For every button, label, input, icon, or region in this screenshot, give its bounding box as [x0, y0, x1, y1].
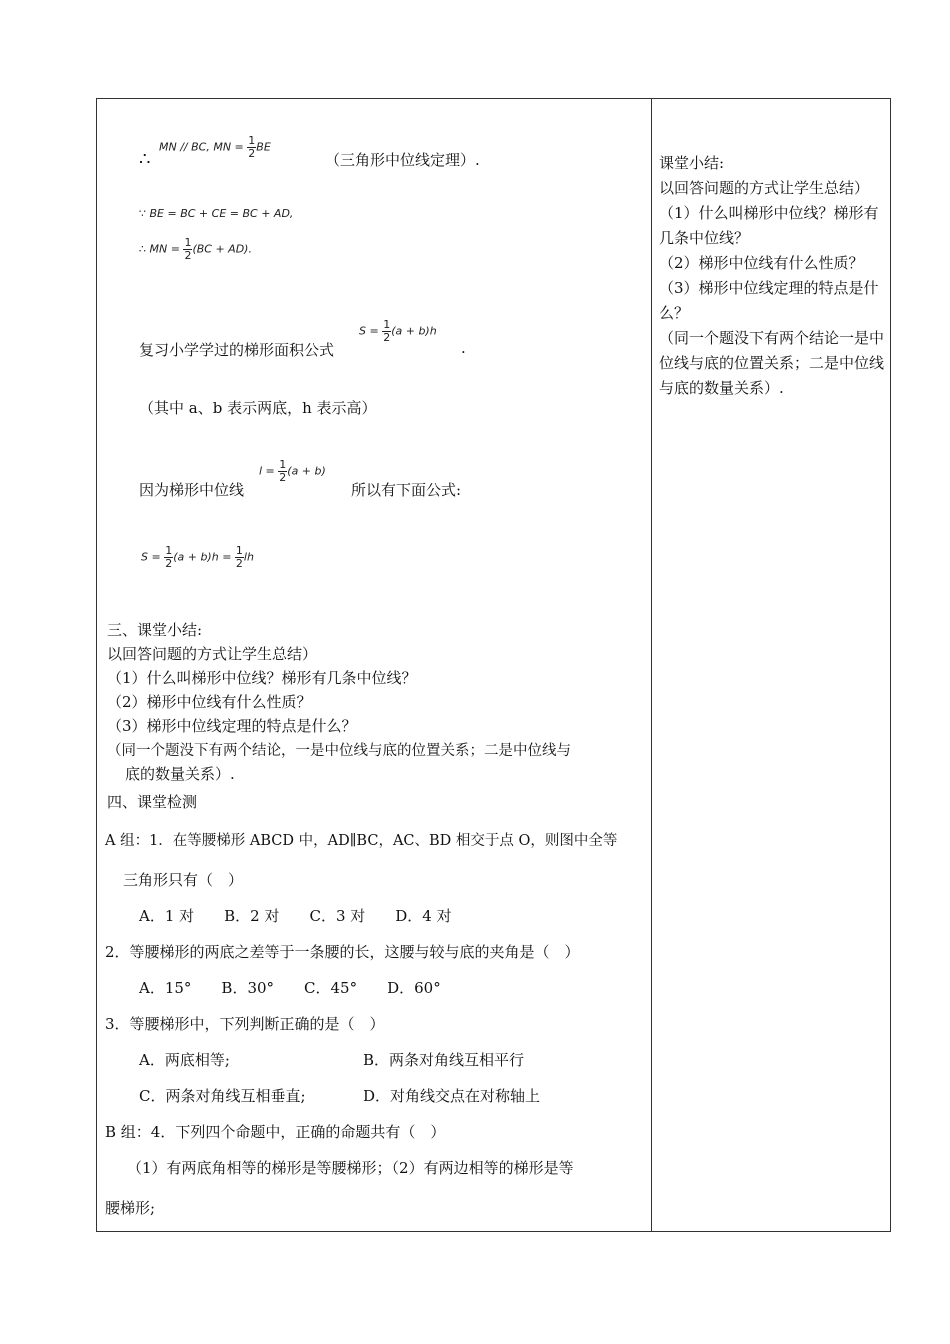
summary-q4b: 底的数量关系）.	[125, 765, 235, 783]
test-q2: 2．等腰梯形的两底之差等于一条腰的长，这腰与较与底的夹角是（ ）	[105, 943, 580, 961]
formula-be: ∵ BE = BC + CE = BC + AD,	[139, 207, 294, 220]
test-q3-b: B．两条对角线互相平行	[363, 1051, 525, 1069]
formula-mn-result	[139, 237, 252, 262]
side-q3: （3）梯形中位线定理的特点是什么？	[659, 279, 879, 322]
side-heading: 课堂小结:	[659, 154, 725, 172]
side-cell	[652, 99, 892, 1231]
summary-q1: （1）什么叫梯形中位线？梯形有几条中位线？	[107, 669, 417, 687]
summary-intro: 以回答问题的方式让学生总结）	[107, 645, 318, 663]
fraction	[278, 459, 287, 484]
summary-q3: （3）梯形中位线定理的特点是什么？	[107, 717, 357, 735]
fraction-num: 1	[184, 236, 192, 249]
fraction-den: 2	[248, 147, 256, 160]
theorem-note: （三角形中位线定理）.	[325, 151, 480, 169]
final-area-formula	[141, 545, 254, 570]
test-a1b: 三角形只有（ ）	[123, 871, 244, 889]
side-q1: （1）什么叫梯形中位线？梯形有几条中位线？	[659, 204, 879, 247]
fraction-den: 2	[383, 331, 391, 344]
summary-heading: 三、课堂小结:	[107, 621, 203, 639]
lesson-table	[96, 98, 891, 1232]
formula-part: BE	[256, 140, 271, 154]
formula-part: ∴ MN =	[139, 242, 184, 256]
fraction-num: 1	[383, 318, 391, 331]
side-intro: 以回答问题的方式让学生总结）	[659, 179, 870, 197]
test-b4-line1: （1）有两底角相等的梯形是等腰梯形；（2）有两边相等的梯形是等	[127, 1159, 574, 1177]
summary-q4a: （同一个题没下有两个结论，一是中位线与底的位置关系；二是中位线与	[107, 743, 571, 759]
formula-part: (a + b)h =	[173, 550, 235, 564]
formula-part: MN // BC, MN =	[159, 140, 248, 154]
fraction-num: 1	[165, 544, 173, 557]
test-heading: 四、课堂检测	[107, 793, 198, 811]
test-q3-d: D．对角线交点在对称轴上	[363, 1087, 541, 1105]
formula-part: S =	[359, 324, 383, 338]
fraction-den: 2	[279, 471, 287, 484]
fraction-num: 1	[279, 458, 287, 471]
fraction-den: 2	[235, 557, 243, 570]
test-b4-line2: 腰梯形;	[105, 1199, 156, 1217]
test-q3: 3．等腰梯形中，下列判断正确的是（ ）	[105, 1015, 385, 1033]
fraction	[382, 319, 391, 344]
formula-part: lh	[243, 550, 254, 564]
therefore-symbol: ∴	[139, 149, 151, 170]
area-note: （其中 a、b 表示两底，h 表示高）	[139, 399, 377, 417]
fraction	[247, 135, 256, 160]
fraction-num: 1	[248, 134, 256, 147]
fraction	[164, 545, 173, 570]
test-a1: A 组：1．在等腰梯形 ABCD 中，AD∥BC，AC、BD 相交于点 O，则图中全等	[105, 833, 618, 849]
test-a1-options: A．1 对 B．2 对 C．3 对 D．4 对	[139, 907, 452, 925]
summary-q2: （2）梯形中位线有什么性质？	[107, 693, 312, 711]
formula-part: (BC + AD).	[192, 242, 252, 256]
side-q4: （同一个题没下有两个结论一是中位线与底的位置关系；二是中位线与底的数量关系）.	[659, 329, 885, 397]
fraction-den: 2	[165, 557, 173, 570]
midline-text-end: 所以有下面公式:	[351, 481, 462, 499]
formula-part: l =	[259, 464, 279, 478]
formula-mn-parallel	[159, 135, 271, 160]
test-b4: B 组：4．下列四个命题中，正确的命题共有（ ）	[105, 1123, 446, 1141]
fraction-num: 1	[235, 544, 243, 557]
area-review-text: 复习小学学过的梯形面积公式	[139, 341, 335, 359]
formula-part: S =	[141, 550, 165, 564]
fraction-den: 2	[184, 249, 192, 262]
formula-part: (a + b)h	[391, 324, 437, 338]
main-cell	[97, 99, 651, 1231]
midline-text: 因为梯形中位线	[139, 481, 245, 499]
test-q3-c: C．两条对角线互相垂直;	[139, 1087, 306, 1105]
side-q2: （2）梯形中位线有什么性质？	[659, 254, 864, 272]
fraction	[235, 545, 244, 570]
test-q2-options: A．15° B．30° C．45° D．60°	[139, 979, 441, 997]
midline-formula	[259, 459, 326, 484]
area-period: .	[461, 339, 466, 357]
formula-part: (a + b)	[287, 464, 326, 478]
side-notes	[659, 151, 889, 401]
test-q3-a: A．两底相等;	[139, 1051, 230, 1069]
area-formula	[359, 319, 437, 344]
